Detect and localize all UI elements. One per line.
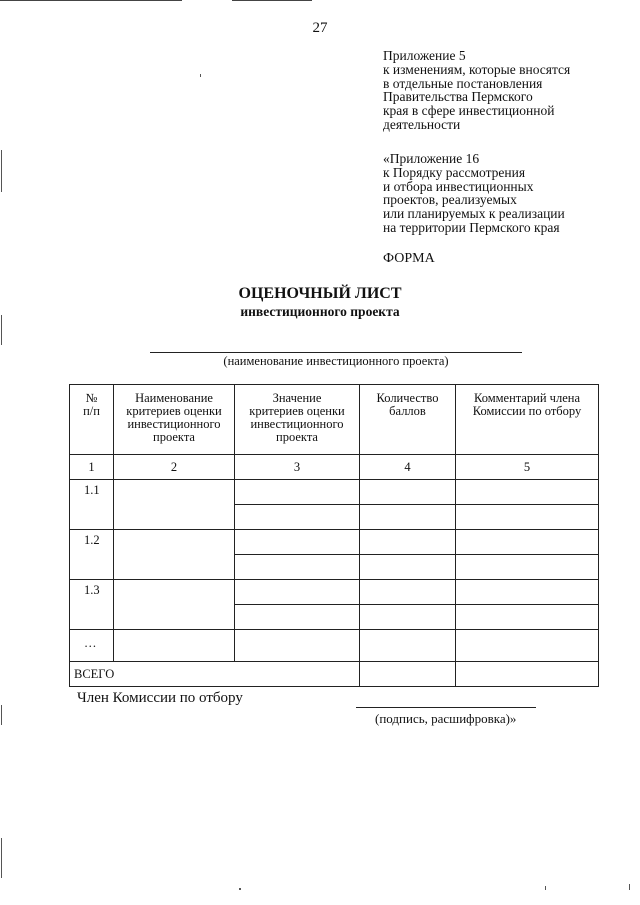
column-number: 5 — [456, 455, 599, 480]
total-points-cell[interactable] — [360, 662, 456, 687]
criteria-name-cell[interactable] — [114, 530, 235, 580]
total-comment-cell[interactable] — [456, 662, 599, 687]
header-criteria-value: Значение критериев оценки инвестиционного проекта — [235, 385, 360, 455]
comment-cell[interactable] — [456, 555, 599, 580]
row-label: 1.2 — [70, 530, 114, 580]
criteria-name-cell[interactable] — [114, 580, 235, 630]
comment-cell[interactable] — [456, 605, 599, 630]
appendix-16-note: «Приложение 16 к Порядку рассмотрения и отбора инвестиционных проектов, реализуемых или планируемых к реализации на территории Пермского края — [383, 151, 565, 235]
points-cell[interactable] — [360, 580, 456, 605]
top-rule — [0, 0, 182, 1]
header-comment: Комментарий члена Комиссии по отбору — [456, 385, 599, 455]
criteria-value-cell[interactable] — [235, 555, 360, 580]
scan-mark — [1, 315, 2, 345]
criteria-value-cell[interactable] — [235, 630, 360, 662]
column-number: 1 — [70, 455, 114, 480]
scan-mark — [545, 886, 546, 890]
comment-cell[interactable] — [456, 580, 599, 605]
table-row — [70, 480, 599, 505]
header-number: № п/п — [70, 385, 114, 455]
scan-mark — [239, 888, 241, 890]
row-label: 1.1 — [70, 480, 114, 530]
points-cell[interactable] — [360, 605, 456, 630]
form-label: ФОРМА — [383, 251, 435, 266]
scan-mark — [1, 705, 2, 725]
header-criteria-name: Наименование критериев оценки инвестиционного проекта — [114, 385, 235, 455]
document-subtitle: инвестиционного проекта — [240, 304, 400, 319]
scan-mark — [1, 150, 2, 192]
table-row — [70, 580, 599, 605]
page-number: 27 — [312, 20, 328, 36]
scan-mark — [629, 884, 630, 890]
commission-member-label: Член Комиссии по отбору — [77, 690, 243, 706]
appendix-5-note: Приложение 5 к изменениям, которые вносятся в отдельные постановления Правительства Пермского края в сфере инвестиционной деятельности — [383, 48, 571, 132]
points-cell[interactable] — [360, 505, 456, 530]
column-number: 3 — [235, 455, 360, 480]
column-number: 2 — [114, 455, 235, 480]
total-label: ВСЕГО — [70, 662, 360, 687]
signature-caption: (подпись, расшифровка)» — [375, 711, 517, 726]
criteria-name-cell[interactable] — [114, 480, 235, 530]
points-cell[interactable] — [360, 530, 456, 555]
top-rule — [232, 0, 312, 1]
row-label: 1.3 — [70, 580, 114, 630]
evaluation-table — [69, 384, 599, 687]
comment-cell[interactable] — [456, 480, 599, 505]
points-cell[interactable] — [360, 630, 456, 662]
table-row — [70, 630, 599, 662]
criteria-value-cell[interactable] — [235, 480, 360, 505]
criteria-value-cell[interactable] — [235, 605, 360, 630]
criteria-value-cell[interactable] — [235, 530, 360, 555]
points-cell[interactable] — [360, 555, 456, 580]
project-name-line — [150, 352, 522, 353]
signature-line — [356, 707, 536, 708]
scan-mark — [1, 838, 2, 878]
points-cell[interactable] — [360, 480, 456, 505]
comment-cell[interactable] — [456, 630, 599, 662]
comment-cell[interactable] — [456, 530, 599, 555]
total-row — [70, 662, 599, 687]
document-title: ОЦЕНОЧНЫЙ ЛИСТ — [238, 285, 402, 302]
criteria-value-cell[interactable] — [235, 580, 360, 605]
comment-cell[interactable] — [456, 505, 599, 530]
header-points: Количество баллов — [360, 385, 456, 455]
table-row — [70, 530, 599, 555]
table-header-row — [70, 385, 599, 455]
criteria-name-cell[interactable] — [114, 630, 235, 662]
project-name-caption: (наименование инвестиционного проекта) — [223, 354, 449, 368]
column-number: 4 — [360, 455, 456, 480]
criteria-value-cell[interactable] — [235, 505, 360, 530]
column-number-row — [70, 455, 599, 480]
scan-mark — [200, 74, 201, 77]
row-label: … — [70, 630, 114, 662]
